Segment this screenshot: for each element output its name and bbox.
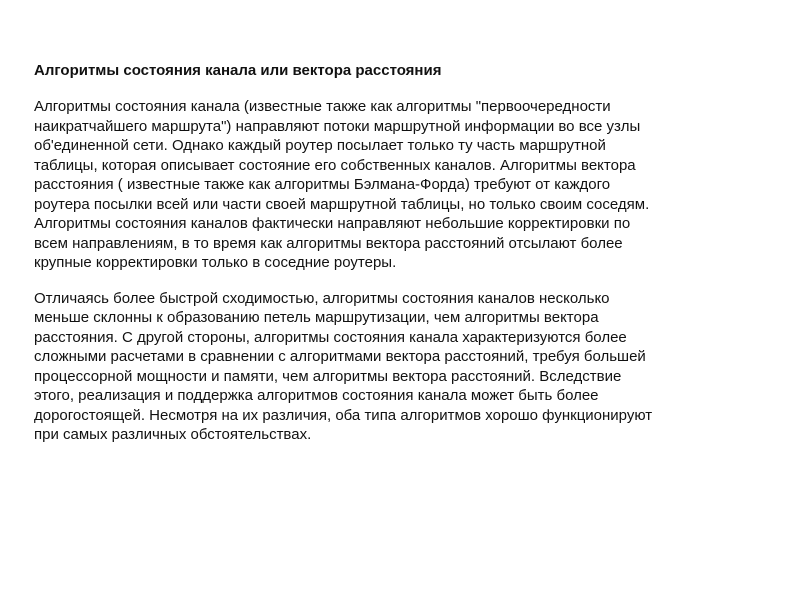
text-line: сложными расчетами в сравнении с алгоритмами вектора расстояний, требуя большей xyxy=(34,348,646,365)
text-line: об'единенной сети. Однако каждый роутер посылает только ту часть маршрутной xyxy=(34,137,606,154)
text-line: расстояния ( известные также как алгоритмы Бэлмана-Форда) требуют от каждого xyxy=(34,176,611,193)
text-line: наикратчайшего маршрута") направляют потоки маршрутной информации во все узлы xyxy=(34,117,641,135)
slide-content xyxy=(34,60,764,461)
text-line: таблицы, которая описывает состояние его собственных каналов. Алгоритмы вектора xyxy=(34,156,636,174)
text-line: дорогостоящей. Несмотря на их различия, оба типа алгоритмов хорошо функционируют xyxy=(34,406,653,424)
text-line: при самых различных обстоятельствах. xyxy=(34,426,312,443)
slide-title: Алгоритмы состояния канала или вектора расстояния xyxy=(34,62,442,79)
text-line: крупные корректировки только в соседние роутеры. xyxy=(34,254,397,271)
text-line: этого, реализация и поддержка алгоритмов состояния канала может быть более xyxy=(34,387,599,404)
paragraph-1 xyxy=(34,97,764,273)
text-line: всем направлениям, в то время как алгоритмы вектора расстояний отсылают более xyxy=(34,234,623,252)
text-line: процессорной мощности и памяти, чем алгоритмы вектора расстояний. Вследствие xyxy=(34,367,622,385)
text-line: расстояния. С другой стороны, алгоритмы состояния канала характеризуются более xyxy=(34,328,627,346)
paragraph-2 xyxy=(34,289,764,445)
text-line: Алгоритмы состояния каналов фактически направляют небольшие корректировки по xyxy=(34,215,631,232)
text-line: Отличаясь более быстрой сходимостью, алгоритмы состояния каналов несколько xyxy=(34,289,610,307)
text-line: роутера посылки всей или части своей маршрутной таблицы, но только своим соседям. xyxy=(34,195,650,213)
text-line: меньше склонны к образованию петель маршрутизации, чем алгоритмы вектора xyxy=(34,309,599,326)
text-line: Алгоритмы состояния канала (известные также как алгоритмы "первоочередности xyxy=(34,98,611,115)
